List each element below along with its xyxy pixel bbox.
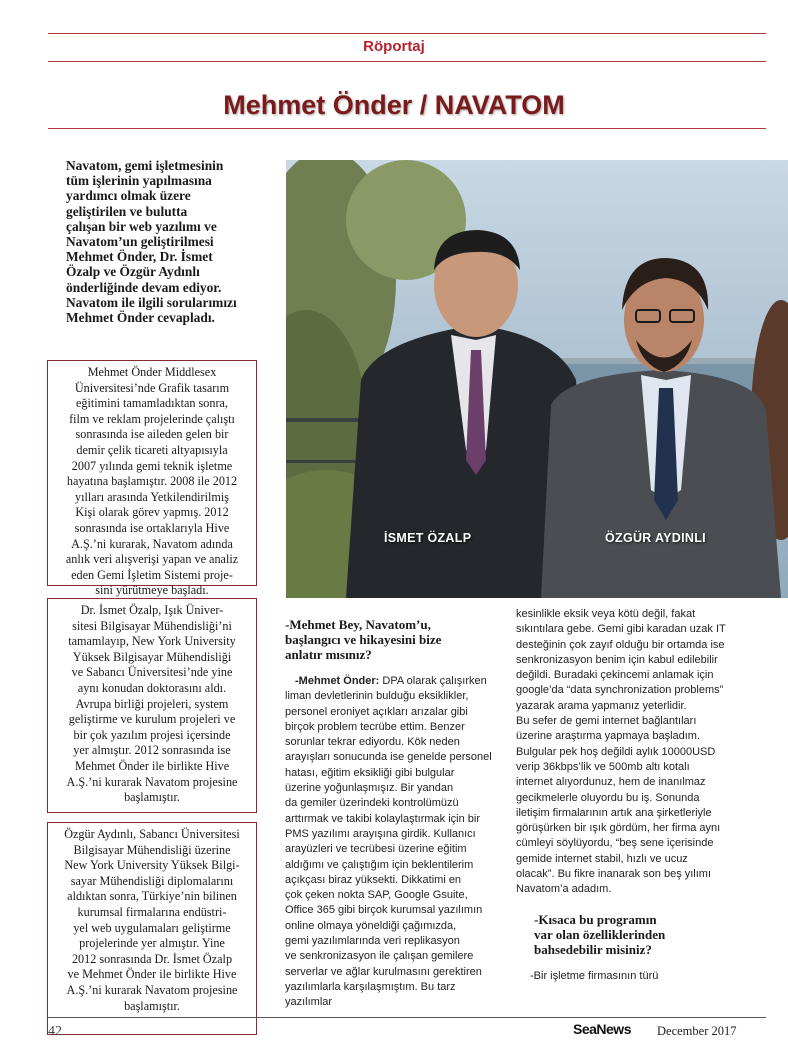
answer-line: yazarak arama yapmanız yeterlidir. bbox=[516, 699, 687, 712]
bio-line: anlık veri alışverişi yapan ve analiz bbox=[65, 552, 239, 567]
answer-line: liman devletlerinin bulduğu eksiklikler, bbox=[285, 690, 469, 703]
article-column-1 bbox=[285, 617, 503, 1011]
bio-line: film ve reklam projelerinde çalıştı bbox=[69, 411, 235, 426]
bio-line: eğitimini tamamladıktan sonra, bbox=[76, 396, 228, 411]
question-line: anlatır mısınız? bbox=[285, 647, 372, 662]
bio-line: yılları arasında Yetkilendirilmiş bbox=[74, 489, 229, 504]
intro-line: Navatom’un geliştirilmesi bbox=[66, 234, 214, 250]
answer-line: birçok problem tecrübe ettim. Benzer bbox=[285, 720, 465, 733]
intro-line: yardımcı olmak üzere bbox=[66, 188, 191, 204]
answer-speaker: -Mehmet Önder: bbox=[295, 675, 380, 687]
bio-line: Kişi olarak görev yapmış. 2012 bbox=[75, 505, 229, 520]
answer-line: arayüzleri ve tecrübesi üzerine eğitim bbox=[285, 843, 467, 856]
intro-line: önderliğinde devam ediyor. bbox=[66, 279, 222, 295]
answer-line: gemide internet stabil, hızlı ve ucuz bbox=[516, 852, 688, 865]
answer-text-1 bbox=[285, 674, 503, 1011]
question-line: -Mehmet Bey, Navatom’u, bbox=[285, 617, 431, 632]
bio-box-ismet bbox=[47, 598, 257, 813]
bio-line: aldıktan sonra, Türkiye’nin bilinen bbox=[67, 889, 237, 904]
answer-line: görüşürken bir ışık gördüm, her firma aynı bbox=[516, 822, 721, 835]
top-rule bbox=[48, 33, 766, 34]
bio-line: bir çok yazılım projesi içersinde bbox=[73, 727, 231, 742]
bio-line: yer almıştır. 2012 sonrasında ise bbox=[73, 743, 231, 758]
answer-line: senkronizasyon benim için kabul edilebilir bbox=[516, 653, 718, 666]
answer-line-text: DPA olarak çalışırken bbox=[379, 675, 487, 687]
bio-line: yel web uygulamaları geliştirme bbox=[73, 920, 231, 935]
question-line: başlangıcı ve hikayesini bize bbox=[285, 632, 442, 647]
question-line: -Kısaca bu programın bbox=[534, 911, 657, 927]
bio-line: sini yürütmeye başladı. bbox=[95, 583, 209, 598]
intro-line: Navatom, gemi işletmesinin bbox=[66, 158, 224, 173]
bio-line: A.Ş.’ni kurarak Navatom projesine bbox=[66, 774, 238, 789]
answer-line: arayışları sonucunda ise genelde personel bbox=[285, 751, 492, 764]
bio-line: Özgür Aydınlı, Sabancı Üniversitesi bbox=[64, 827, 240, 841]
bio-line: Üniversitesi’nde Grafik tasarım bbox=[74, 380, 230, 395]
bio-line: projelerinde yer almıştır. Yine bbox=[79, 936, 225, 951]
article-title: Mehmet Önder / NAVATOM bbox=[223, 90, 565, 120]
answer-line: desteğinin çok zayıf olduğu bir ortamda ise bbox=[516, 638, 725, 651]
answer-line: da gemiler üzerindeki kontrolümüzü bbox=[285, 797, 459, 810]
answer-line: sorunlar tekrar ediyordu. Kök neden bbox=[285, 736, 460, 749]
bio-line: A.Ş.’ni kurarak, Navatom adında bbox=[71, 536, 233, 551]
bio-line: başlamıştır. bbox=[124, 998, 180, 1013]
question-line: var olan özelliklerinden bbox=[534, 926, 666, 942]
answer-line: hatası, eğitim eksikliği gibi bulgular bbox=[285, 766, 455, 779]
answer-line: sıkıntılara gebe. Gemi gibi karadan uzak IT bbox=[516, 623, 726, 636]
answer-line: internet alıyordunuz, hem de inanılmaz bbox=[516, 776, 706, 789]
intro-line: çalışan bir web yazılımı ve bbox=[66, 218, 217, 234]
intro-line: Özalp ve Özgür Aydınlı bbox=[66, 264, 200, 280]
bio-line: aynı konudan doktorasını aldı. bbox=[77, 680, 227, 695]
answer-line: Navatom’a adadım. bbox=[516, 883, 612, 896]
answer-line bbox=[285, 674, 503, 689]
bio-line: eden Gemi İşletim Sistemi proje- bbox=[71, 567, 233, 582]
answer-line: çok çeken nokta SAP, Google Gsuite, bbox=[285, 889, 468, 902]
bio-line: Dr. İsmet Özalp, Işık Üniver- bbox=[80, 603, 224, 617]
answer-line: üzerine yoğunlaşmışız. Bir yandan bbox=[285, 782, 454, 795]
answer-line: personel eroniyet açıkları arızalar gibi bbox=[285, 705, 468, 718]
answer-line: arttırmak ve takibi kolaylaştırmak için bir bbox=[285, 812, 480, 825]
bio-line: sayar Mühendisliği diplomalarını bbox=[70, 873, 234, 888]
bio-line: Yüksek Bilgisayar Mühendisliği bbox=[72, 649, 232, 664]
answer-line: cümleyi söylüyordu, “beş sene içerisinde bbox=[516, 837, 714, 850]
intro-line: Navatom ile ilgili sorularımızı bbox=[66, 294, 237, 310]
answer-line: verip 36kbps’lik ve 500mb altı kotalı bbox=[516, 760, 690, 773]
answer-line: açıkçası biraz yüksekti. Dikkatimi en bbox=[285, 873, 462, 886]
answer-line: olacak”. Bu fikre inanarak son beş yılımı bbox=[516, 868, 712, 881]
bio-line: geliştirme ve kurulum projeleri ve bbox=[68, 712, 236, 727]
bio-line: Avrupa birliği projeleri, system bbox=[75, 696, 229, 711]
bio-line: 2012 sonrasında Dr. İsmet Özalp bbox=[71, 951, 233, 966]
bio-line: 2007 yılında gemi teknik işletme bbox=[71, 458, 233, 473]
footer-rule bbox=[48, 1017, 766, 1018]
answer-line: iletişim firmalarının artık ana şirketleriyle bbox=[516, 806, 712, 819]
question-1 bbox=[285, 617, 503, 662]
bio-line: A.Ş.’ni kurarak Navatom projesine bbox=[66, 982, 238, 997]
answer-line: aldığımı ve çalıştığım için beklentilerim bbox=[285, 858, 474, 871]
photo-illustration bbox=[286, 160, 788, 598]
photo-caption-left: İSMET ÖZALP bbox=[384, 531, 472, 545]
bio-line: Bilgisayar Mühendisliği üzerine bbox=[73, 842, 231, 857]
answer-line: google’da “data synchronization problems” bbox=[516, 684, 724, 697]
magazine-logo: SeaNews bbox=[573, 1021, 631, 1037]
bio-line: kurumsal firmalarına endüstri- bbox=[77, 904, 227, 919]
title-rule bbox=[48, 128, 766, 129]
answer-text-2 bbox=[516, 607, 768, 898]
bio-line: ve Sabancı Üniversitesi’nde yine bbox=[71, 665, 233, 680]
bio-line: sonrasında ise ortaklarıyla Hive bbox=[74, 520, 230, 535]
bio-line: New York University Yüksek Bilgi- bbox=[64, 858, 240, 873]
bio-line: Mehmet Önder ile birlikte Hive bbox=[74, 758, 230, 773]
article-column-2 bbox=[516, 607, 768, 984]
bio-line: başlamıştır. bbox=[124, 790, 180, 805]
answer-line: üzerine araştırma yapmaya başladım. bbox=[516, 730, 701, 743]
answer-line: değildi. Buradaki çekincemi anlamak için bbox=[516, 669, 714, 682]
bio-line: tamamlayıp, New York University bbox=[68, 634, 236, 649]
answer-line: kesinlikle eksik veya kötü değil, fakat bbox=[516, 608, 696, 620]
answer-line: Bulgular pek hoş değildi aylık 10000USD bbox=[516, 745, 716, 758]
issue-date: December 2017 bbox=[657, 1024, 737, 1038]
bio-line: sonrasında ise aileden gelen bir bbox=[75, 427, 229, 442]
answer-line: gemi yazılımlarında veri replikasyon bbox=[285, 935, 460, 948]
bio-line: Mehmet Önder Middlesex bbox=[87, 365, 217, 379]
intro-paragraph bbox=[66, 158, 262, 325]
page-number: 42 bbox=[48, 1024, 62, 1039]
answer-line: Bu sefer de gemi internet bağlantıları bbox=[516, 715, 697, 728]
answer-line: yazılımlarla karşılaşmıştım. Bu tarz yazılımlar bbox=[285, 980, 456, 1009]
question-2 bbox=[516, 912, 768, 957]
section-rule bbox=[48, 61, 766, 62]
answer-line: Office 365 gibi birçok kurumsal yazılımın bbox=[285, 904, 483, 917]
question-line: bahsedebilir misiniz? bbox=[534, 941, 652, 957]
answer-text-3: -Bir işletme firmasının türü bbox=[530, 969, 659, 982]
answer-line: PMS yazılımı arayışına girdik. Kullanıcı bbox=[285, 827, 476, 840]
bio-box-ozgur bbox=[47, 822, 257, 1035]
bio-line: ve Mehmet Önder ile birlikte Hive bbox=[67, 967, 237, 982]
bio-line: sitesi Bilgisayar Mühendisliği’ni bbox=[72, 618, 232, 633]
bio-box-mehmet bbox=[47, 360, 257, 598]
photo-caption-right: ÖZGÜR AYDINLI bbox=[605, 531, 706, 545]
section-label: Röportaj bbox=[363, 38, 425, 55]
intro-line: Mehmet Önder, Dr. İsmet bbox=[66, 249, 213, 265]
interview-photo bbox=[286, 160, 788, 598]
intro-line: tüm işlerinin yapılmasına bbox=[66, 173, 212, 189]
bio-line: hayatına başlamıştır. 2008 ile 2012 bbox=[66, 474, 238, 489]
answer-line: serverlar ve ağlar kurulmasını gerektiren bbox=[285, 965, 482, 978]
answer-line: online olmaya yöneldiği çağımızda, bbox=[285, 919, 457, 932]
bio-line: demir çelik ticareti altyapısıyla bbox=[76, 442, 228, 457]
answer-line: gecikmelerle oluyordu bu iş. Sonunda bbox=[516, 791, 700, 804]
intro-line: geliştirilen ve bulutta bbox=[66, 203, 188, 219]
answer-line: ve senkronizasyon ile çalışan gemilere bbox=[285, 950, 474, 963]
intro-line: Mehmet Önder cevapladı. bbox=[66, 310, 215, 326]
